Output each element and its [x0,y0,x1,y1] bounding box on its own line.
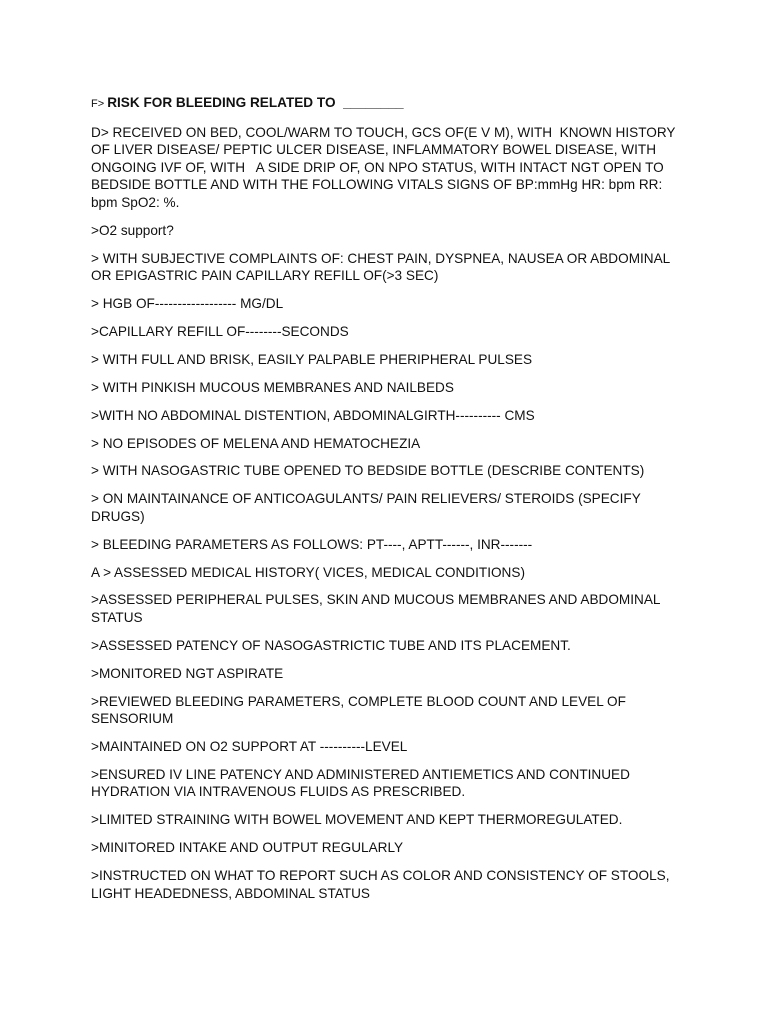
action-item: >ASSESSED PATENCY OF NASOGASTRICTIC TUBE AND ITS PLACEMENT. [91,637,571,653]
data-item: > WITH SUBJECTIVE COMPLAINTS OF: CHEST PAIN, DYSPNEA, NAUSEA OR ABDOMINAL OR EPIGASTRIC PAIN CAPILLARY REFILL OF(>3 SEC) [91,250,674,284]
action-item: >REVIEWED BLEEDING PARAMETERS, COMPLETE BLOOD COUNT AND LEVEL OF SENSORIUM [91,693,630,727]
action-item: >MINITORED INTAKE AND OUTPUT REGULARLY [91,840,404,856]
action-item: >MAINTAINED ON O2 SUPPORT AT ----------LEVEL [91,739,408,755]
action-item: >ENSURED IV LINE PATENCY AND ADMINISTERED ANTIEMETICS AND CONTINUED HYDRATION VIA INTRAVENOUS FLUIDS AS PRESCRIBED. [91,766,634,800]
data-paragraph: D> RECEIVED ON BED, COOL/WARM TO TOUCH, GCS OF(E V M), WITH KNOWN HISTORY OF LIVER DISEASE/ PEPTIC ULCER DISEASE, INFLAMMATORY BOWEL DISEASE, WITH ONGOING IVF OF, WITH A SIDE DRIP OF, ON NPO STATUS, WITH INTACT NGT OPEN TO BEDSIDE BOTTLE AND WITH THE FOLLOWING VITALS SIGNS OF BP:mmHg HR: bpm RR: bpm SpO2: %. [91,124,679,210]
action-item: >MONITORED NGT ASPIRATE [91,665,284,681]
data-item: > WITH FULL AND BRISK, EASILY PALPABLE PHERIPHERAL PULSES [91,351,533,367]
data-item: > NO EPISODES OF MELENA AND HEMATOCHEZIA [91,435,421,451]
document-body [91,94,691,912]
focus-heading [91,94,691,114]
data-item: > ON MAINTAINANCE OF ANTICOAGULANTS/ PAIN RELIEVERS/ STEROIDS (SPECIFY DRUGS) [91,491,645,524]
focus-title: RISK FOR BLEEDING RELATED TO ________ [107,95,404,110]
data-item: > WITH PINKISH MUCOUS MEMBRANES AND NAILBEDS [91,379,454,395]
data-item: >O2 support? [91,222,174,238]
action-item: >ASSESSED PERIPHERAL PULSES, SKIN AND MUCOUS MEMBRANES AND ABDOMINAL STATUS [91,592,664,625]
action-item: >LIMITED STRAINING WITH BOWEL MOVEMENT AND KEPT THERMOREGULATED. [91,812,623,828]
focus-prefix: F> [91,98,108,110]
data-item: > HGB OF------------------ MG/DL [91,296,284,312]
data-item: >WITH NO ABDOMINAL DISTENTION, ABDOMINALGIRTH---------- CMS [91,407,535,423]
action-item: A > ASSESSED MEDICAL HISTORY( VICES, MEDICAL CONDITIONS) [91,564,525,580]
data-item: >CAPILLARY REFILL OF--------SECONDS [91,323,349,339]
action-item: >INSTRUCTED ON WHAT TO REPORT SUCH AS COLOR AND CONSISTENCY OF STOOLS, LIGHT HEADEDNESS, ABDOMINAL STATUS [91,868,674,901]
data-item: > WITH NASOGASTRIC TUBE OPENED TO BEDSIDE BOTTLE (DESCRIBE CONTENTS) [91,463,645,479]
data-item: > BLEEDING PARAMETERS AS FOLLOWS: PT----, APTT------, INR------- [91,536,533,552]
